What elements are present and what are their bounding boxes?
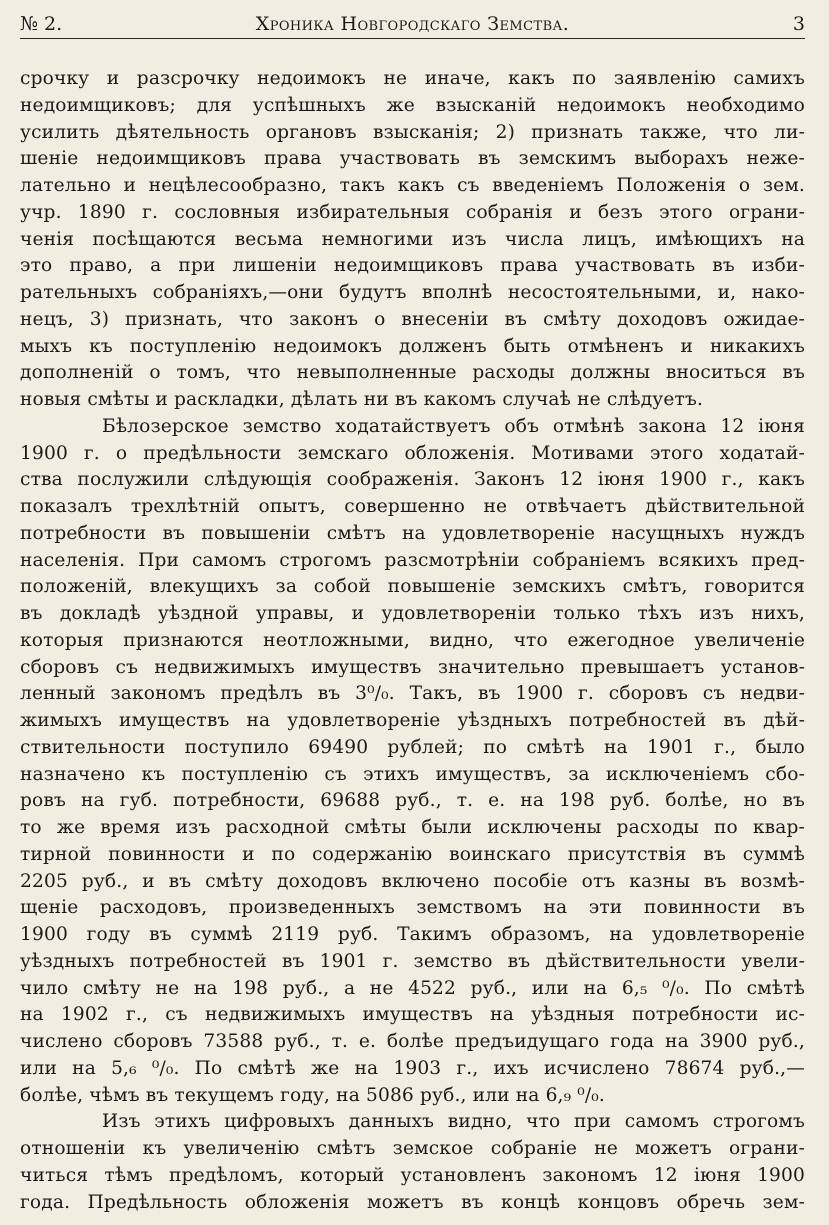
text-line: въ докладѣ уѣздной управы, и удовлетвореніи только тѣхъ изъ нихъ, xyxy=(20,603,805,624)
text-line: ленный закономъ предѣлъ въ 3⁰/₀. Такъ, въ 1900 г. сборовъ съ недви- xyxy=(20,683,805,705)
text-line: числено сборовъ 73588 руб., т. е. болѣе предъидущаго года на 3900 руб., xyxy=(20,1031,805,1052)
text-line: то же время изъ расходной смѣты были исключены расходы по квар- xyxy=(20,817,805,838)
text-line: 1900 году въ суммѣ 2119 руб. Такимъ образомъ, на удовлетвореніе xyxy=(20,924,805,945)
text-line: ровъ на губ. потребности, 69688 руб., т. е. на 198 руб. болѣе, но въ xyxy=(20,790,805,812)
text-line: Бѣлозерское земство ходатайствуетъ объ отмѣнѣ закона 12 іюня xyxy=(102,415,805,437)
text-line: 2205 руб., и въ смѣту доходовъ включено пособіе отъ казны въ возмѣ- xyxy=(20,870,805,892)
issue-number: № 2. xyxy=(20,13,63,35)
text-line: ченія посѣщаются весьма немногими изъ числа лицъ, имѣющихъ на xyxy=(20,228,805,250)
text-line: лательно и нецѣлесообразно, такъ какъ съ введеніемъ Положенія о зем. xyxy=(20,175,805,196)
text-line: которыя признаются неотложными, видно, что ежегодное увеличеніе xyxy=(20,629,805,651)
journal-title: Хроника Новгородскаго Земства. xyxy=(255,13,570,35)
text-line: потребности въ повышеніи смѣтъ на удовлетвореніе насущныхъ нуждъ xyxy=(20,522,805,544)
text-line: ствительности поступило 69490 рублей; по смѣтѣ на 1901 г., было xyxy=(20,736,805,758)
text-line: отношеніи къ увеличенію смѣтъ земское собраніе не можетъ ограни- xyxy=(20,1138,805,1159)
text-line: назначено къ поступленію съ этихъ имуществъ, за исключеніемъ сбо- xyxy=(20,763,805,785)
text-line: сборовъ съ недвижимыхъ имуществъ значительно превышаетъ установ- xyxy=(20,656,805,678)
text-line: Изъ этихъ цифровыхъ данныхъ видно, что при самомъ строгомъ xyxy=(102,1111,805,1133)
text-line: 1900 г. о предѣльности земскаго обложенія. Мотивами этого ходатай- xyxy=(20,442,805,464)
text-line: нецъ, 3) признать, что законъ о внесеніи въ смѣту доходовъ ожидае- xyxy=(20,308,805,330)
text-line: читься тѣмъ предѣломъ, который установленъ закономъ 12 іюня 1900 xyxy=(20,1164,805,1186)
text-line: недоимщиковъ; для успѣшныхъ же взысканій недоимокъ необходимо xyxy=(20,94,805,116)
text-line: или на 5,₆ ⁰/₀. По смѣтѣ же на 1903 г., ихъ исчислено 78674 руб.,— xyxy=(20,1057,805,1079)
text-line: рательныхъ собраніяхъ,—они будутъ вполнѣ несостоятельными, и, нако- xyxy=(20,282,805,303)
text-line: новыя смѣты и раскладки, дѣлать ни въ какомъ случаѣ не слѣдуетъ. xyxy=(20,389,704,410)
text-line: тирной повинности и по содержанію воинскаго присутствія въ суммѣ xyxy=(20,843,805,865)
text-line: мыхъ къ поступленію недоимокъ долженъ быть отмѣненъ и никакихъ xyxy=(20,335,805,357)
page-number: 3 xyxy=(792,13,805,35)
text-line: это право, а при лишеніи недоимщиковъ права участвовать въ изби- xyxy=(20,255,805,277)
text-line: шеніе недоимщиковъ права участвовать въ земскимъ выборахъ неже- xyxy=(20,148,805,170)
text-line: года. Предѣльность обложенія можетъ въ концѣ концовъ обречь зем- xyxy=(20,1191,805,1213)
text-line: на 1902 г., съ недвижимыхъ имуществъ на уѣздныя потребности ис- xyxy=(20,1004,805,1026)
text-line: срочку и разсрочку недоимокъ не иначе, какъ по заявленію самихъ xyxy=(20,68,805,89)
text-line: жимыхъ имуществъ на удовлетвореніе уѣздныхъ потребностей въ дѣй- xyxy=(20,710,805,731)
text-line: населенія. При самомъ строгомъ разсмотрѣніи собраніемъ всякихъ пред- xyxy=(20,549,805,571)
text-line: уѣздныхъ потребностей въ 1901 г. земство въ дѣйствительности увели- xyxy=(20,950,805,972)
text-line: показалъ трехлѣтній опытъ, совершенно не отвѣчаетъ дѣйствительной xyxy=(20,496,805,517)
text-line: учр. 1890 г. сословныя избирательныя собранія и безъ этого ограни- xyxy=(20,201,805,223)
text-line: ства послужили слѣдующія соображенія. Законъ 12 іюня 1900 г., какъ xyxy=(20,469,805,491)
text-line: болѣе, чѣмъ въ текущемъ году, на 5086 руб., или на 6,₉ ⁰/₀. xyxy=(20,1084,605,1106)
text-line: усилить дѣятельность органовъ взысканія; 2) признать также, что ли- xyxy=(20,121,805,143)
running-header xyxy=(20,8,805,39)
text-line: чило смѣту не на 198 руб., а не 4522 руб., или на 6,₅ ⁰/₀. По смѣтѣ xyxy=(20,977,805,999)
text-line: дополненій о томъ, что невыполненные расходы должны вноситься въ xyxy=(20,362,805,384)
text-line: щеніе расходовъ, произведенныхъ земствомъ на эти повинности въ xyxy=(20,897,805,919)
text-line: положеній, влекущихъ за собой повышеніе земскихъ смѣтъ, говорится xyxy=(20,576,805,598)
body-text xyxy=(20,66,805,1216)
